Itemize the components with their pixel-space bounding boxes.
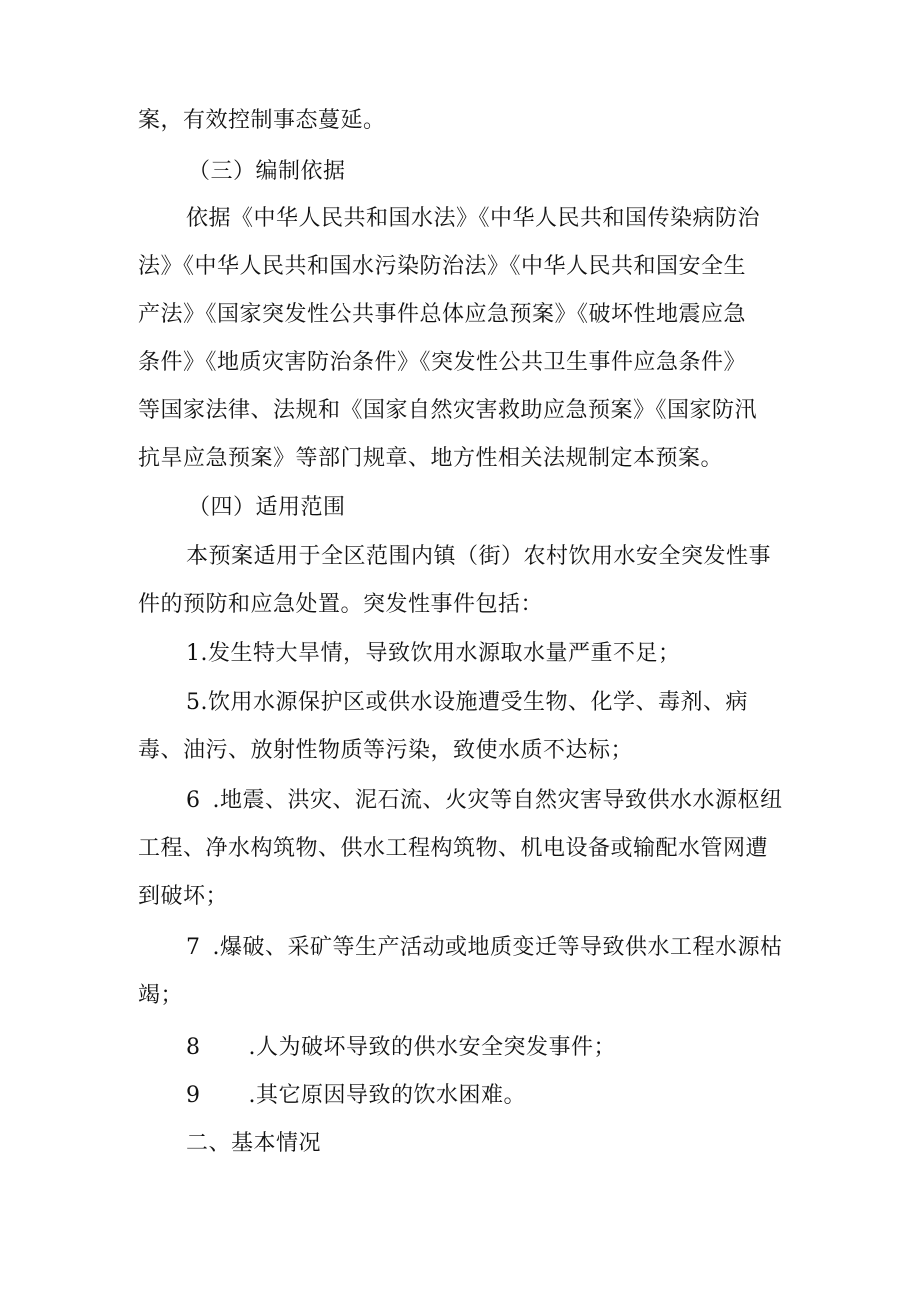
- list-item: [186, 1078, 526, 1114]
- paragraph-line: 件的预防和应急处置。突发性事件包括：: [138, 592, 544, 617]
- paragraph-line: 毒、油污、放射性物质等污染，致使水质不达标；: [138, 738, 634, 763]
- paragraph-line: 到破坏；: [138, 884, 229, 909]
- list-item: [186, 930, 783, 966]
- list-number: 8: [186, 1035, 201, 1060]
- paragraph-line: 抗旱应急预案》等部门规章、地方性相关法规制定本预案。: [138, 446, 724, 471]
- paragraph-line: 本预案适用于全区范围内镇（街）农村饮用水安全突发性事: [186, 544, 772, 569]
- paragraph-line: 竭；: [138, 983, 184, 1008]
- list-number: 6: [186, 788, 201, 813]
- list-text: .地震、洪灾、泥石流、火灾等自然灾害导致供水水源枢纽: [212, 788, 783, 813]
- list-item: 1.发生特大旱情，导致饮用水源取水量严重不足；: [186, 641, 681, 666]
- list-item: 5.饮用水源保护区或供水设施遭受生物、化学、毒剂、病: [186, 690, 748, 715]
- list-text: .人为破坏导致的供水安全突发事件；: [248, 1035, 616, 1060]
- paragraph-line: 法》《中华人民共和国水污染防治法》《中华人民共和国安全生: [138, 254, 747, 279]
- list-number: 7: [186, 935, 201, 960]
- list-text: .爆破、采矿等生产活动或地质变迁等导致供水工程水源枯: [212, 935, 783, 960]
- paragraph-line: 依据《中华人民共和国水法》《中华人民共和国传染病防治: [186, 206, 761, 231]
- paragraph-line: 案，有效控制事态蔓延。: [138, 108, 386, 133]
- paragraph-line: 等国家法律、法规和《国家自然灾害救助应急预案》《国家防汛: [138, 398, 758, 423]
- section-heading: 二、基本情况: [186, 1131, 322, 1156]
- list-item: [186, 1030, 616, 1066]
- section-heading: （三）编制依据: [188, 159, 346, 184]
- paragraph-line: 条件》《地质灾害防治条件》《突发性公共卫生事件应急条件》: [138, 350, 747, 375]
- list-text: .其它原因导致的饮水困难。: [248, 1083, 526, 1108]
- paragraph-line: 产法》《国家突发性公共事件总体应急预案》《破坏性地震应急: [138, 302, 747, 327]
- list-number: 9: [186, 1083, 201, 1108]
- section-heading: （四）适用范围: [188, 495, 346, 520]
- list-item: [186, 783, 783, 819]
- paragraph-line: 工程、净水构筑物、供水工程构筑物、机电设备或输配水管网遭: [138, 836, 769, 861]
